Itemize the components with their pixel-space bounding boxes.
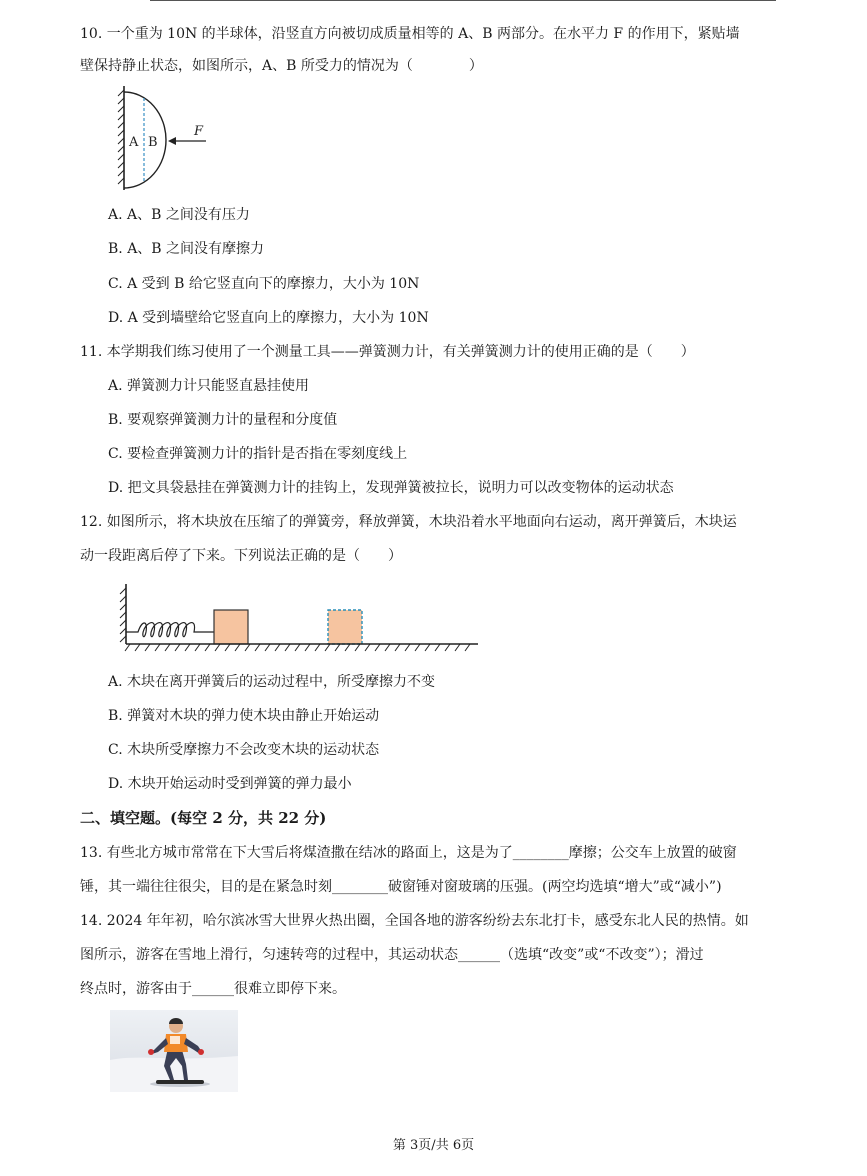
top-rule xyxy=(150,0,776,1)
label-f: F xyxy=(194,124,204,139)
section-heading: 二、填空题。(每空 2 分，共 22 分) xyxy=(80,809,327,827)
q11-option-d: D. 把文具袋悬挂在弹簧测力计的挂钩上，发现弹簧被拉长，说明力可以改变物体的运动状态 xyxy=(108,480,674,496)
q14-stem-line3: 终点时，游客由于______很难立即停下来。 xyxy=(80,981,346,997)
q12-option-b: B. 弹簧对木块的弹力使木块由静止开始运动 xyxy=(108,708,380,724)
q11-option-c: C. 要检查弹簧测力计的指针是否指在零刻度线上 xyxy=(108,446,408,462)
q14-stem-line1: 14. 2024 年年初，哈尔滨冰雪大世界火热出圈，全国各地的游客纷纷去东北打卡，感受东北人民的热情。如 xyxy=(80,913,749,929)
force-arrowhead xyxy=(168,137,176,145)
block-end-dashed xyxy=(328,610,362,644)
q10-option-b: B. A、B 之间没有摩擦力 xyxy=(108,241,265,257)
q10-stem-line1: 10. 一个重为 10N 的半球体，沿竖直方向被切成质量相等的 A、B 两部分。在水平力 F 的作用下，紧贴墙 xyxy=(80,26,740,42)
q13-stem-line2: 锤，其一端往往很尖，目的是在紧急时刻________破窗锤对窗玻璃的压强。(两空均选填“增大”或“减小”) xyxy=(80,879,722,895)
q12-stem-line1: 12. 如图所示，将木块放在压缩了的弹簧旁，释放弹簧，木块沿着水平地面向右运动，离开弹簧后，木块运 xyxy=(80,514,737,530)
block-start xyxy=(214,610,248,644)
snowboarder-photo xyxy=(110,1010,238,1092)
q13-stem-line1: 13. 有些北方城市常常在下大雪后将煤渣撒在结冰的路面上，这是为了________摩擦；公交车上放置的破窗 xyxy=(80,845,737,861)
q11-stem: 11. 本学期我们练习使用了一个测量工具——弹簧测力计，有关弹簧测力计的使用正确的是（ ） xyxy=(80,344,695,360)
q10-option-d: D. A 受到墙壁给它竖直向上的摩擦力，大小为 10N xyxy=(108,310,429,326)
wall xyxy=(120,584,126,644)
q10-stem-line2: 壁保持静止状态，如图所示，A、B 所受力的情况为（ ） xyxy=(80,58,483,74)
wall xyxy=(118,86,124,190)
q12-stem-line2: 动一段距离后停了下来。下列说法正确的是（ ） xyxy=(80,548,402,564)
label-b: B xyxy=(148,135,158,150)
hemisphere-wall-figure xyxy=(110,86,220,192)
q12-option-a: A. 木块在离开弹簧后的运动过程中，所受摩擦力不变 xyxy=(108,674,436,690)
q14-stem-line2: 图所示，游客在雪地上滑行，匀速转弯的过程中，其运动状态______（选填“改变”或“不改变”）；滑过 xyxy=(80,947,704,963)
q10-option-c: C. A 受到 B 给它竖直向下的摩擦力，大小为 10N xyxy=(108,276,420,292)
spring xyxy=(126,623,214,637)
q11-option-b: B. 要观察弹簧测力计的量程和分度值 xyxy=(108,412,338,428)
spring-block-figure xyxy=(118,582,483,656)
q12-option-d: D. 木块开始运动时受到弹簧的弹力最小 xyxy=(108,776,352,792)
q11-option-a: A. 弹簧测力计只能竖直悬挂使用 xyxy=(108,378,310,394)
ground-hatching xyxy=(125,644,470,651)
label-a: A xyxy=(129,135,139,150)
q12-option-c: C. 木块所受摩擦力不会改变木块的运动状态 xyxy=(108,742,380,758)
q10-option-a: A. A、B 之间没有压力 xyxy=(108,207,250,223)
page-footer: 第 3页/共 6页 xyxy=(392,1138,475,1153)
